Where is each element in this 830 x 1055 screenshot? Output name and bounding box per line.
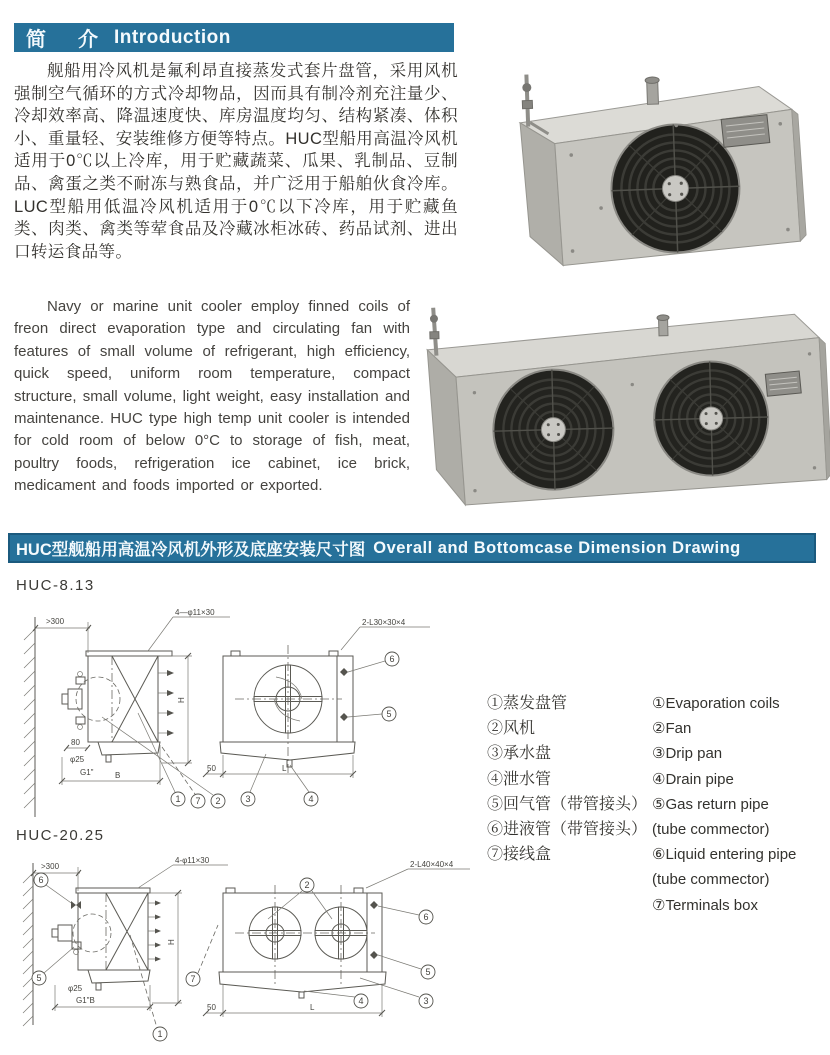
svg-text:50: 50 — [207, 1003, 216, 1012]
svg-text:5: 5 — [425, 967, 431, 977]
annotation-mount-holes-2 — [138, 856, 228, 888]
svg-text:1: 1 — [175, 794, 181, 804]
dim-bottom-left-2 — [52, 984, 153, 1011]
intro-paragraph-english: Navy or marine unit cooler employ finned coils of freon direct evaporation type and circulating fan with features of small volume of refrigerant, high efficiency, quick speed, uniform room temperature, compact structure, small volume, light weight, easy installation and maintenance. HUC type high temp unit cooler is intended for cold room of below 0°C to storage of fish, meat, poultry foods, refrigeration ice cabinet, ice brick, medicament and foods imported or exported. — [14, 298, 410, 495]
cooler2-nameplate — [765, 371, 801, 396]
legend-en-row: ②Fan — [652, 720, 692, 738]
dimension-drawing-huc-8-13 — [10, 595, 475, 835]
callout-6-side — [34, 873, 48, 887]
svg-text:4: 4 — [308, 794, 314, 804]
model-label-huc-20-25: HUC-20.25 — [16, 827, 105, 844]
legend-en-row: ③Drip pan — [652, 745, 723, 763]
legend-en-row: ⑦Terminals box — [652, 896, 758, 914]
callout-3-2 — [419, 994, 433, 1008]
annotation-angle-steel — [341, 618, 430, 650]
legend-en-row: (tube commector) — [652, 871, 770, 889]
model-label-huc-8-13: HUC-8.13 — [16, 577, 95, 594]
svg-text:H: H — [167, 939, 176, 945]
annotation-angle-steel-2 — [366, 860, 470, 888]
fan-grille-right — [653, 360, 770, 477]
callout-4-2 — [354, 994, 368, 1008]
svg-text:5: 5 — [36, 973, 42, 983]
svg-text:6: 6 — [423, 912, 429, 922]
parts-legend-english — [652, 691, 796, 918]
callout-2-2 — [300, 878, 314, 892]
legend-en-row: ④Drain pipe — [652, 770, 734, 788]
product-photo-single-fan-cooler — [500, 56, 812, 288]
svg-text:L: L — [282, 764, 287, 773]
front-view-unit — [220, 645, 355, 773]
svg-text:>300: >300 — [41, 862, 60, 871]
annotation-mount-holes — [148, 608, 230, 651]
intro-banner-title-en: Introduction — [114, 26, 231, 48]
legend-en-row: (tube commector) — [652, 821, 770, 839]
svg-text:6: 6 — [389, 654, 395, 664]
svg-text:7: 7 — [195, 796, 201, 806]
nameplate — [721, 115, 770, 148]
svg-text:6: 6 — [38, 875, 44, 885]
svg-text:2-L30×30×4: 2-L30×30×4 — [362, 618, 406, 627]
dim-height — [160, 653, 192, 766]
svg-text:φ25: φ25 — [68, 984, 83, 993]
dim-height-2 — [150, 890, 182, 1006]
dimension-drawing-huc-20-25 — [10, 845, 475, 1055]
callout-1-2 — [153, 1027, 167, 1041]
fan-grille-left — [492, 368, 615, 491]
callout-5-side — [32, 971, 46, 985]
callout-7 — [191, 794, 205, 808]
legend-zh-row: ④泄水管 — [487, 770, 552, 788]
svg-text:5: 5 — [386, 709, 392, 719]
intro-banner — [14, 23, 454, 52]
callout-3 — [241, 792, 255, 806]
legend-zh-row: ⑤回气管（带管接头） — [487, 795, 648, 813]
svg-text:G1"B: G1"B — [76, 996, 95, 1005]
svg-text:B: B — [115, 771, 121, 780]
svg-text:50: 50 — [207, 764, 216, 773]
legend-zh-row: ⑥进液管（带管接头） — [487, 821, 648, 839]
legend-zh-row: ⑦接线盒 — [487, 846, 552, 864]
svg-text:φ25: φ25 — [70, 755, 85, 764]
dimension-banner-title-en: Overall and Bottomcase Dimension Drawing — [373, 538, 741, 557]
svg-text:L: L — [310, 1003, 315, 1012]
dimension-banner — [8, 533, 816, 563]
svg-text:3: 3 — [245, 794, 251, 804]
svg-text:G1": G1" — [80, 768, 94, 777]
svg-text:7: 7 — [190, 974, 196, 984]
front-view-unit-2 — [219, 885, 386, 998]
svg-text:4-φ11×30: 4-φ11×30 — [175, 856, 210, 865]
intro-banner-title-zh: 简 介 — [26, 29, 104, 51]
parts-legend-chinese — [487, 691, 647, 867]
callout-2 — [211, 794, 225, 808]
svg-text:80: 80 — [71, 738, 80, 747]
wall-hatching — [24, 617, 35, 817]
svg-text:2: 2 — [215, 796, 221, 806]
svg-text:>300: >300 — [46, 617, 65, 626]
legend-zh-row: ③承水盘 — [487, 745, 552, 763]
product-photo-double-fan-cooler — [415, 293, 830, 523]
callout-5-front-2 — [421, 965, 435, 979]
svg-text:4—φ11×30: 4—φ11×30 — [175, 608, 215, 617]
dim-wall-clearance — [33, 617, 91, 653]
legend-en-row: ⑤Gas return pipe — [652, 795, 769, 813]
pipe-fittings — [76, 672, 85, 730]
svg-text:2: 2 — [304, 880, 310, 890]
side-view-unit-2 — [52, 888, 161, 990]
legend-en-row: ①Evaporation coils — [652, 695, 780, 712]
legend-zh-row: ①蒸发盘管 — [487, 695, 568, 712]
callout-7-2 — [186, 972, 200, 986]
svg-text:4: 4 — [358, 996, 364, 1006]
airflow-arrows-2 — [148, 901, 161, 962]
callout-5 — [382, 707, 396, 721]
cooler2-left-valve — [429, 308, 439, 356]
wall-hatching-2 — [23, 863, 33, 1026]
legend-en-row: ⑥Liquid entering pipe — [652, 846, 797, 864]
callout-4 — [304, 792, 318, 806]
dimension-banner-title-zh: HUC型舰船用高温冷风机外形及底座安装尺寸图 — [16, 541, 366, 559]
svg-text:1: 1 — [157, 1029, 163, 1039]
legend-zh-row: ②风机 — [487, 720, 536, 738]
callout-6 — [385, 652, 399, 666]
svg-text:3: 3 — [423, 996, 429, 1006]
svg-text:H: H — [177, 697, 186, 703]
airflow-arrows — [158, 670, 174, 736]
svg-text:2-L40×40×4: 2-L40×40×4 — [410, 860, 454, 869]
intro-paragraph-chinese: 舰船用冷风机是氟利昂直接蒸发式套片盘管，采用风机强制空气循环的方式冷却物品，因而具有制冷剂充注量少、冷却效率高、降温速度快、库房温度均匀、结构紧凑、体积小、重量轻、安装维修方便等特点。HUC型船用高温冷风机适用于0℃以上冷库，用于贮藏蔬菜、瓜果、乳制品、豆制品、禽蛋之类不耐冻与熟食品，并广泛用于船舶伙食冷库。LUC型船用低温冷风机适用于0℃以下冷库，用于贮藏鱼类、肉类、禽类等荤食品及冷藏冰柜冰砖、药品试剂、进出口转运食品等。 — [14, 62, 458, 261]
callout-1 — [171, 792, 185, 806]
callout-6-front-2 — [419, 910, 433, 924]
